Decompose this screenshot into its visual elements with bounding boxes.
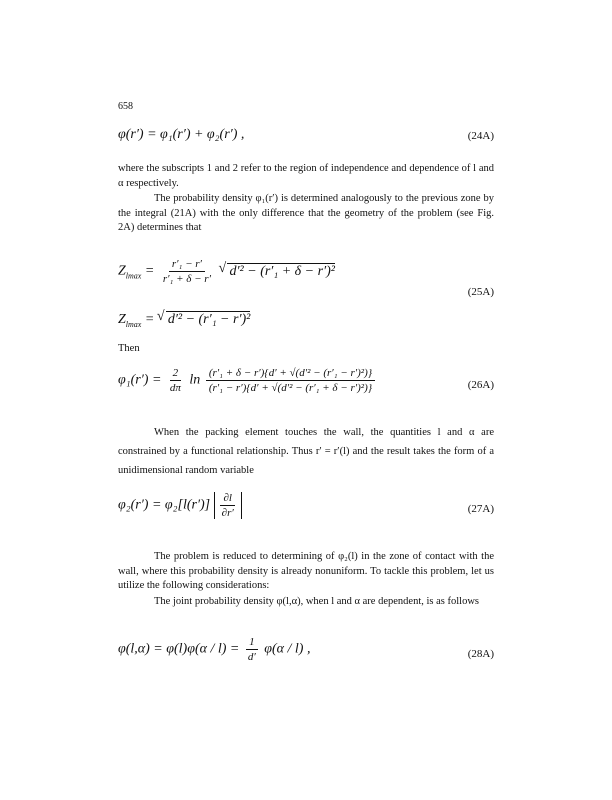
equation-25a-line1: $Z_{lmax}$ = $\frac{\text{r′₁ − r′}}{\text{r′₁ + δ − r′}}$ √ d′² − (r′₁ + δ − r′)² <box>118 258 335 285</box>
eq27-num: ∂l <box>220 492 235 506</box>
equation-24a: φ(r′) = φ₁(r′) + φ₂(r′) , <box>118 127 245 142</box>
eq25-line1-root: √ d′² − (r′₁ + δ − r′)² <box>227 263 335 280</box>
eq26-main-fraction <box>206 367 375 394</box>
equation-26a-label: (26A) <box>467 379 494 391</box>
eq28-fraction <box>245 636 259 663</box>
eq25-line1-num: r′₁ − r′ <box>169 258 205 272</box>
eq28-lhs: φ(l,α) = φ(l)φ(α / l) = <box>118 641 240 657</box>
eq28-den: d′ <box>247 651 256 663</box>
equation-26a <box>118 367 377 394</box>
eq26-ln: ln <box>189 372 201 388</box>
paragraph-problem-reduced: The problem is reduced to determining of φ₂(l) in the zone of contact with the wall, where this probability density is already nonuniform. To tackle this problem, let us utilize the following considerations: <box>118 551 494 591</box>
eq26-lhs: φ₁(r′) = <box>118 372 162 388</box>
eq25-line1-sub: lmax <box>125 271 142 281</box>
equation-25a-line2: $Z_{lmax}$ = √ d′² − (r′₁ − r′)² <box>118 311 250 329</box>
eq26-coef-den: dπ <box>169 382 181 394</box>
eq27-lhs: φ₂(r′) = φ₂[l(r′)] <box>118 497 211 513</box>
eq27-abs <box>214 492 242 519</box>
page-number: 658 <box>118 101 133 112</box>
equation-27a <box>118 492 242 519</box>
eq26-coef-num: 2 <box>170 367 182 381</box>
paragraph-subscripts: where the subscripts 1 and 2 refer to the region of independence and dependence of l and α respectively. <box>118 163 494 189</box>
eq26-den: (r′₁ − r′){d′ + √(d′² − (r′₁ + δ − r′)²)} <box>208 382 373 394</box>
eq25-line1-z: Z <box>118 263 126 279</box>
eq26-coef <box>167 367 184 394</box>
paragraph-packing-element: When the packing element touches the wall, the quantities l and α are constrained by a functional relationship. Thus r′ = r′(l) and the result takes the form of a unidimensional random variable <box>118 427 494 476</box>
eq27-derivative <box>219 492 237 519</box>
eq26-num: (r′₁ + δ − r′){d′ + √(d′² − (r′₁ − r′)²)} <box>206 367 375 381</box>
eq25-line2-sub: lmax <box>125 319 142 329</box>
equation-28a <box>118 636 310 663</box>
equation-28a-label: (28A) <box>467 648 494 660</box>
then-text: Then <box>118 343 140 354</box>
eq25-line2-root: √ d′² − (r′₁ − r′)² <box>166 311 251 328</box>
eq28-rhs: φ(α / l) , <box>264 641 311 657</box>
eq25-line1-den: r′₁ + δ − r′ <box>162 273 211 285</box>
eq25-line1-fraction <box>160 258 214 285</box>
equation-24a-label: (24A) <box>467 130 494 142</box>
paragraph-joint-density: The joint probability density φ(l,α), when l and α are dependent, is as follows <box>154 596 479 607</box>
equation-27a-label: (27A) <box>467 503 494 515</box>
eq28-num: 1 <box>246 636 258 650</box>
paragraph-probability-density: The probability density φ₁(r′) is determined analogously to the previous zone by the integral (21A) with the only difference that the geometry of the problem (see Fig. 2A) determines that <box>118 193 494 233</box>
eq25-line2-z: Z <box>118 312 126 327</box>
equation-25a-label: (25A) <box>467 286 494 298</box>
eq27-den: ∂r′ <box>221 507 234 519</box>
